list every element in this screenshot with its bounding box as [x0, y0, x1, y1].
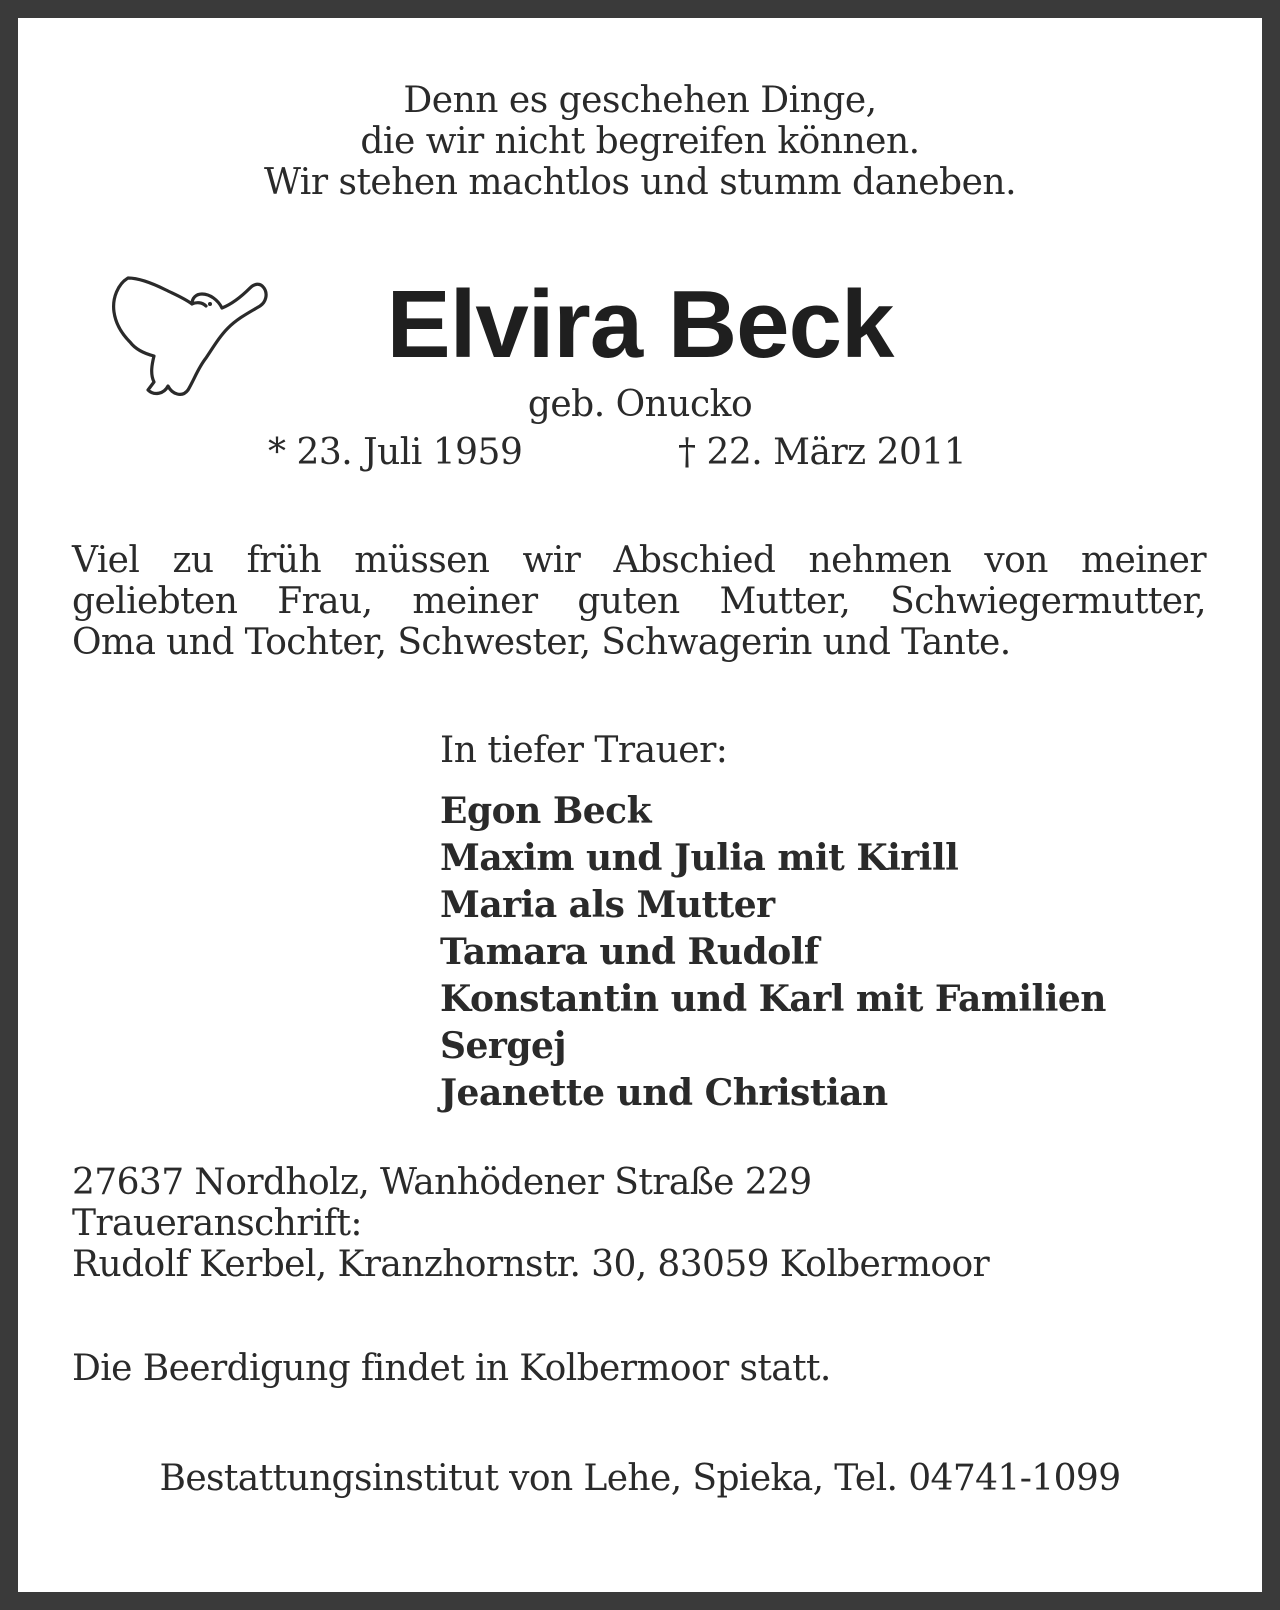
verse-line: die wir nicht begreifen können. [360, 121, 920, 162]
address-line: 27637 Nordholz, Wanhödener Straße 229 [72, 1162, 812, 1203]
mourning-label: In tiefer Trauer: [440, 730, 728, 771]
mourner-name: Maxim und Julia mit Kirill [440, 837, 959, 879]
undertaker-line: Bestattungsinstitut von Lehe, Spieka, Tel. 04741-1099 [159, 1458, 1121, 1499]
mourner-name: Konstantin und Karl mit Familien [440, 978, 1106, 1020]
maiden-name: geb. Onucko [527, 384, 753, 425]
address-line: Rudolf Kerbel, Kranzhornstr. 30, 83059 Kolbermoor [72, 1244, 990, 1285]
mourner-name: Maria als Mutter [440, 884, 775, 926]
death-date: † 22. März 2011 [678, 432, 967, 473]
dove-icon [108, 274, 270, 406]
funeral-note: Die Beerdigung findet in Kolbermoor statt. [72, 1348, 831, 1389]
intro-text [72, 540, 1206, 663]
address-line: Traueranschrift: [72, 1203, 362, 1244]
verse-line: Wir stehen machtlos und stumm daneben. [263, 162, 1017, 203]
birth-date: * 23. Juli 1959 [268, 432, 523, 473]
mourner-name: Sergej [440, 1025, 566, 1067]
deceased-name: Elvira Beck [386, 271, 894, 378]
mourner-name: Egon Beck [440, 790, 652, 832]
intro-line: geliebten Frau, meiner guten Mutter, Schwiegermutter, [72, 581, 1206, 622]
intro-line: Oma und Tochter, Schwester, Schwagerin und Tante. [72, 622, 1011, 663]
mourner-name: Jeanette und Christian [440, 1072, 888, 1114]
verse [18, 80, 1262, 203]
mourners-list [440, 788, 1106, 1117]
intro-line: Viel zu früh müssen wir Abschied nehmen von meiner [72, 540, 1206, 581]
mourner-name: Tamara und Rudolf [440, 931, 819, 973]
address-block [72, 1162, 989, 1285]
verse-line: Denn es geschehen Dinge, [403, 80, 877, 121]
